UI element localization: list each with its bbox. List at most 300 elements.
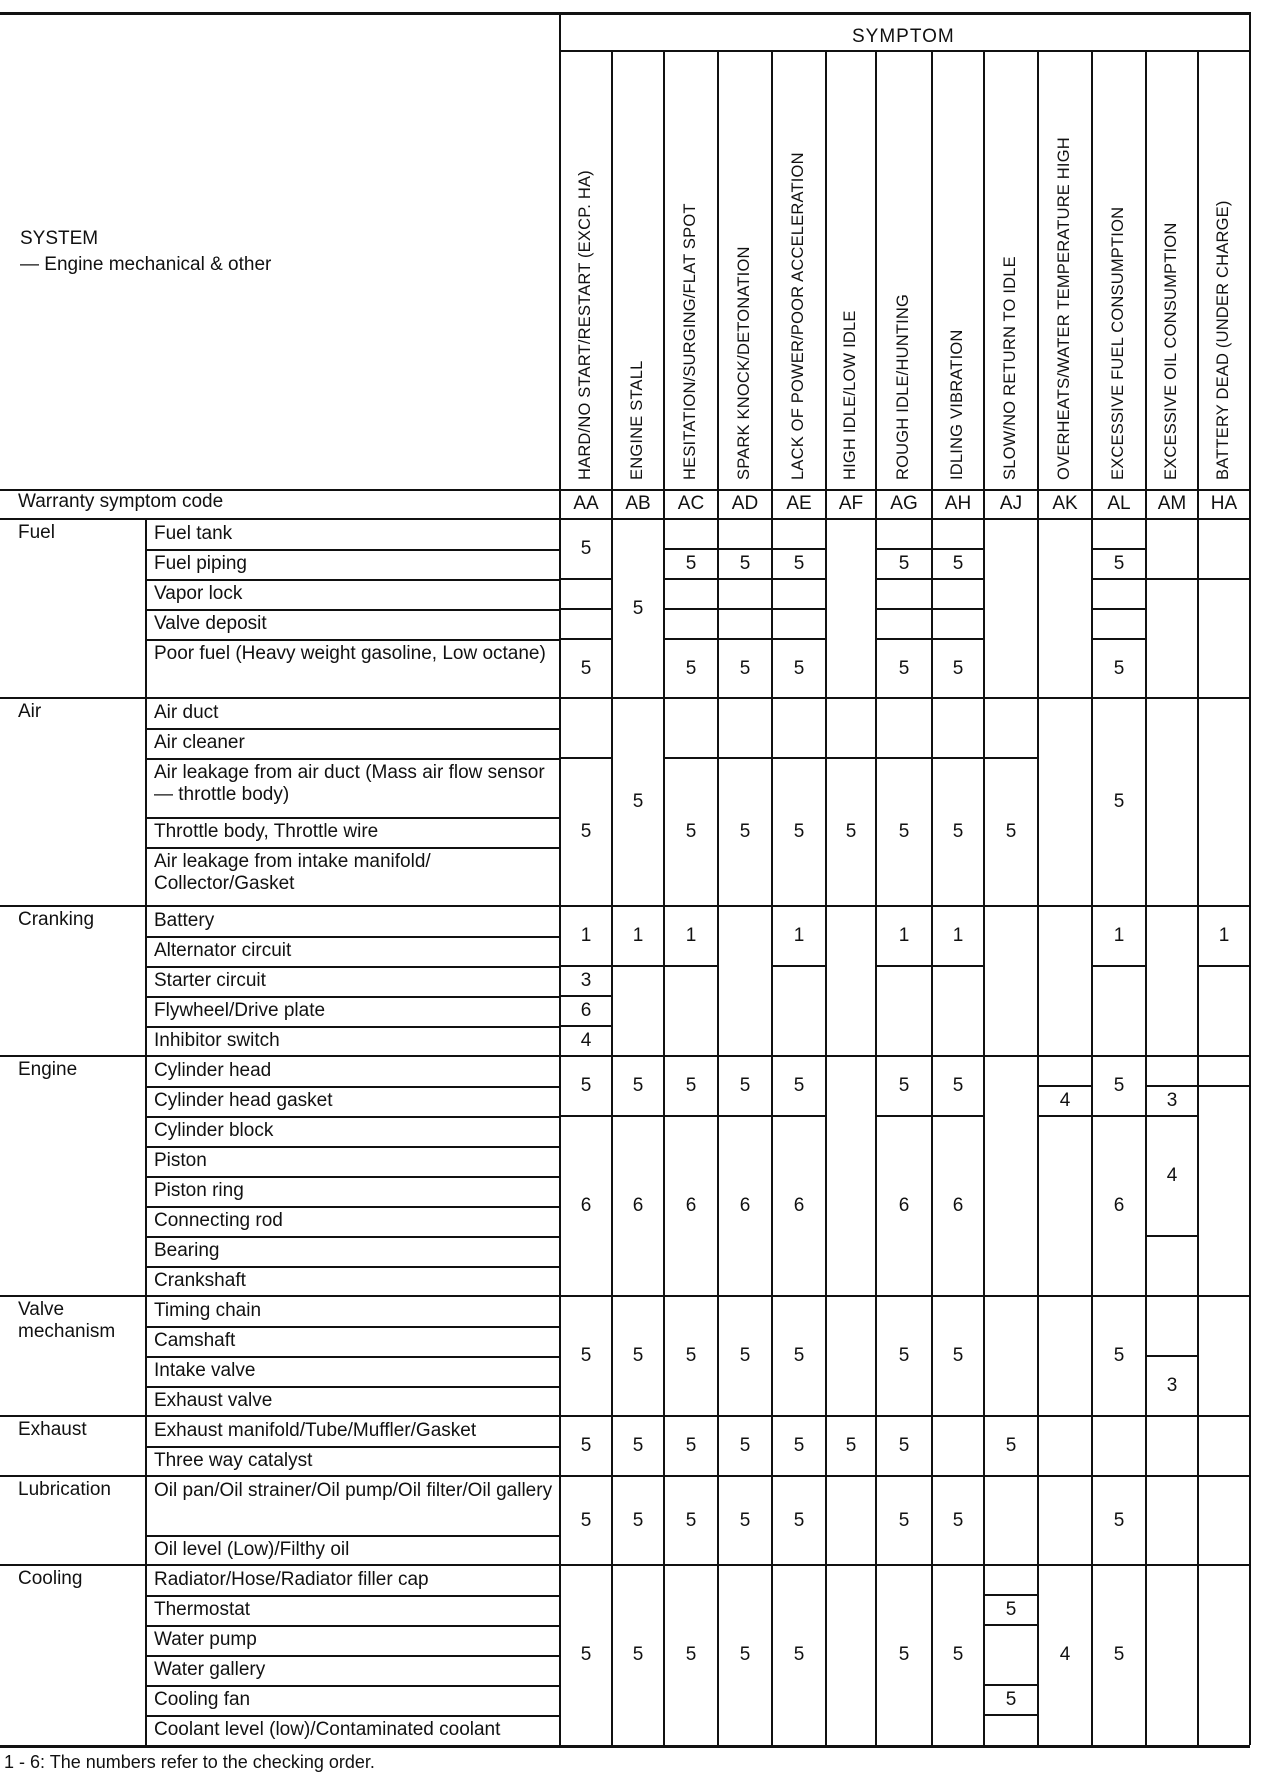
- cell-divider: [772, 1115, 826, 1117]
- cell-divider: [932, 638, 984, 640]
- cell-divider: [718, 905, 772, 907]
- cell-value: 6: [580, 1000, 592, 1021]
- cell-divider: [718, 578, 772, 580]
- cell-divider: [984, 1624, 1038, 1626]
- cell-divider: [984, 905, 1038, 907]
- cell-divider: [876, 1055, 932, 1057]
- cell-divider: [664, 548, 718, 550]
- item-divider: [146, 1625, 560, 1627]
- group-label: Cranking: [18, 909, 95, 930]
- cell-divider: [876, 1415, 932, 1417]
- cell-value: 6: [580, 1195, 592, 1216]
- item-label: Air leakage from intake manifold/ Collector/Gasket: [154, 851, 431, 894]
- cell-divider: [772, 1295, 826, 1297]
- item-label: Alternator circuit: [154, 940, 292, 961]
- cell-value: 1: [685, 925, 697, 946]
- item-divider: [146, 817, 560, 819]
- item-divider: [146, 936, 560, 938]
- cell-value: 5: [898, 1644, 910, 1665]
- item-label: Piston ring: [154, 1180, 244, 1201]
- cell-divider: [1198, 578, 1250, 580]
- cell-value: 5: [793, 1435, 805, 1456]
- item-divider: [146, 1206, 560, 1208]
- symptom-code-aj: AJ: [999, 493, 1023, 514]
- symptom-code-aa: AA: [573, 493, 599, 514]
- group-divider: [145, 1296, 147, 1416]
- cell-divider: [876, 697, 932, 699]
- group-label: Engine: [18, 1059, 78, 1080]
- right-border: [1249, 12, 1251, 1745]
- item-label: Flywheel/Drive plate: [154, 1000, 326, 1021]
- cell-divider: [932, 1055, 984, 1057]
- item-label: Radiator/Hose/Radiator filler cap: [154, 1569, 429, 1590]
- cell-divider: [984, 1415, 1038, 1417]
- cell-value: 5: [685, 1509, 697, 1531]
- top-border: [0, 12, 1250, 15]
- cell-value: 5: [580, 1345, 592, 1366]
- symptom-code-af: AF: [838, 493, 864, 514]
- cell-divider: [932, 965, 984, 967]
- item-label: Starter circuit: [154, 970, 266, 991]
- cell-divider: [826, 697, 876, 699]
- cell-value: 5: [898, 1345, 910, 1366]
- cell-divider: [1092, 1415, 1146, 1417]
- cell-divider: [772, 638, 826, 640]
- cell-value: 1: [898, 925, 910, 946]
- cell-divider: [560, 1295, 612, 1297]
- cell-divider: [664, 1295, 718, 1297]
- cell-value: 4: [1059, 1644, 1071, 1665]
- cell-value: 6: [685, 1195, 697, 1216]
- cell-value: 5: [580, 538, 592, 559]
- cell-value: 5: [685, 1644, 697, 1665]
- cell-value: 5: [632, 1345, 644, 1366]
- cell-divider: [718, 697, 772, 699]
- cell-value: 5: [1113, 791, 1125, 812]
- item-label: Cylinder head: [154, 1060, 272, 1081]
- cell-divider: [1092, 1295, 1146, 1297]
- cell-divider: [772, 965, 826, 967]
- item-divider: [146, 1026, 560, 1028]
- symptom-title: SYMPTOM: [852, 26, 955, 47]
- item-label: Cooling fan: [154, 1689, 251, 1710]
- cell-divider: [664, 638, 718, 640]
- cell-divider: [718, 1115, 772, 1117]
- cell-value: 1: [793, 925, 805, 946]
- cell-divider: [560, 578, 612, 580]
- cell-value: 6: [739, 1195, 751, 1216]
- cell-divider: [932, 697, 984, 699]
- symptom-header-ac: HESITATION/SURGING/FLAT SPOT: [681, 203, 699, 480]
- cell-divider: [876, 1475, 932, 1477]
- item-label: Thermostat: [154, 1599, 251, 1620]
- symptom-header-aj: SLOW/NO RETURN TO IDLE: [1001, 256, 1019, 480]
- symptom-header-ab: ENGINE STALL: [628, 360, 646, 480]
- bottom-border: [0, 1745, 1250, 1748]
- cell-divider: [664, 1475, 718, 1477]
- cell-divider: [1146, 1055, 1198, 1057]
- cell-divider: [664, 965, 718, 967]
- cell-divider: [560, 1475, 612, 1477]
- symptom-header-ae: LACK OF POWER/POOR ACCELERATION: [789, 152, 807, 480]
- cell-divider: [932, 757, 984, 759]
- group-divider: [145, 519, 147, 698]
- item-divider: [146, 1116, 560, 1118]
- item-divider: [146, 1326, 560, 1328]
- cell-divider: [560, 905, 612, 907]
- cell-divider: [876, 905, 932, 907]
- cell-value: 5: [1113, 1345, 1125, 1366]
- group-divider: [145, 1416, 147, 1476]
- cell-divider: [612, 1475, 664, 1477]
- cell-divider: [826, 1475, 876, 1477]
- cell-divider: [560, 1115, 612, 1117]
- cell-divider: [984, 757, 1038, 759]
- cell-divider: [718, 608, 772, 610]
- cell-value: 5: [898, 657, 910, 679]
- group-divider: [145, 1056, 147, 1296]
- cell-divider: [718, 548, 772, 550]
- item-divider: [146, 1685, 560, 1687]
- cell-divider: [772, 1055, 826, 1057]
- cell-divider: [772, 1475, 826, 1477]
- cell-divider: [664, 578, 718, 580]
- item-divider: [146, 847, 560, 849]
- cell-value: 5: [793, 1075, 805, 1096]
- column-divider: [1037, 50, 1039, 1745]
- group-divider: [145, 1476, 147, 1565]
- cell-value: 1: [632, 925, 644, 946]
- symptom-header-am: EXCESSIVE OIL CONSUMPTION: [1162, 222, 1180, 480]
- group-divider: [145, 1565, 147, 1745]
- item-label: Exhaust valve: [154, 1390, 273, 1411]
- item-divider: [146, 966, 560, 968]
- cell-divider: [1092, 608, 1146, 610]
- cell-value: 5: [685, 821, 697, 842]
- footnote: 1 - 6: The numbers refer to the checking order.: [4, 1752, 375, 1772]
- cell-divider: [1198, 965, 1250, 967]
- symptom-code-ak: AK: [1052, 493, 1078, 514]
- item-divider: [146, 609, 560, 611]
- column-divider: [983, 50, 985, 1745]
- cell-divider: [1198, 905, 1250, 907]
- cell-divider: [772, 548, 826, 550]
- cell-value: 5: [685, 1075, 697, 1096]
- symptom-code-ac: AC: [677, 493, 705, 514]
- cell-value: 5: [739, 1075, 751, 1096]
- cell-value: 5: [793, 553, 805, 574]
- symptom-header-af: HIGH IDLE/LOW IDLE: [841, 310, 859, 480]
- cell-value: 4: [1059, 1090, 1071, 1111]
- cell-value: 5: [632, 597, 644, 619]
- cell-value: 5: [793, 657, 805, 679]
- symptom-header-ad: SPARK KNOCK/DETONATION: [735, 246, 753, 480]
- cell-value: 5: [580, 657, 592, 679]
- cell-divider: [932, 1115, 984, 1117]
- cell-divider: [1146, 1085, 1198, 1087]
- cell-value: 5: [580, 1435, 592, 1456]
- cell-divider: [612, 1564, 664, 1566]
- item-divider: [146, 549, 560, 551]
- cell-value: 6: [898, 1195, 910, 1216]
- symptom-header-aa: HARD/NO START/RESTART (EXCP. HA): [576, 170, 594, 480]
- item-label: Valve deposit: [154, 613, 267, 634]
- cell-value: 3: [1166, 1375, 1178, 1396]
- cell-divider: [718, 1415, 772, 1417]
- item-divider: [146, 1146, 560, 1148]
- column-divider: [825, 50, 827, 1745]
- cell-divider: [664, 1055, 718, 1057]
- column-divider: [1091, 50, 1093, 1745]
- cell-value: 5: [632, 1644, 644, 1665]
- item-label: Connecting rod: [154, 1210, 283, 1231]
- cell-divider: [1146, 1415, 1198, 1417]
- cell-divider: [1146, 1235, 1198, 1237]
- item-label: Piston: [154, 1150, 207, 1171]
- item-divider: [146, 579, 560, 581]
- item-label: Cylinder block: [154, 1120, 274, 1141]
- cell-value: 5: [580, 1644, 592, 1665]
- item-divider: [146, 1086, 560, 1088]
- item-label: Coolant level (low)/Contaminated coolant: [154, 1719, 501, 1740]
- column-divider: [611, 50, 613, 1745]
- cell-value: 5: [685, 1435, 697, 1456]
- cell-divider: [1038, 1085, 1092, 1087]
- item-label: Fuel tank: [154, 523, 233, 544]
- cell-value: 5: [793, 821, 805, 842]
- cell-divider: [664, 697, 718, 699]
- symptom-code-al: AL: [1107, 493, 1131, 514]
- cell-divider: [560, 697, 612, 699]
- symptom-header-ak: OVERHEATS/WATER TEMPERATURE HIGH: [1055, 137, 1073, 480]
- cell-divider: [718, 1475, 772, 1477]
- cell-divider: [984, 1594, 1038, 1596]
- item-divider: [146, 1266, 560, 1268]
- item-label: Poor fuel (Heavy weight gasoline, Low octane): [154, 643, 546, 664]
- cell-divider: [1146, 578, 1198, 580]
- cell-value: 5: [1113, 657, 1125, 679]
- header-divider: [559, 12, 561, 1745]
- cell-value: 1: [1113, 925, 1125, 946]
- column-divider: [717, 50, 719, 1745]
- symptom-code-ag: AG: [890, 493, 918, 514]
- cell-divider: [772, 697, 826, 699]
- item-divider: [146, 1176, 560, 1178]
- cell-divider: [772, 608, 826, 610]
- item-divider: [146, 1535, 560, 1537]
- cell-divider: [664, 1115, 718, 1117]
- item-divider: [146, 1655, 560, 1657]
- item-label: Bearing: [154, 1240, 220, 1261]
- cell-divider: [876, 1295, 932, 1297]
- cell-divider: [772, 578, 826, 580]
- cell-divider: [718, 1055, 772, 1057]
- cell-divider: [612, 965, 664, 967]
- cell-divider: [664, 905, 718, 907]
- cell-value: 4: [1166, 1165, 1178, 1186]
- cell-value: 5: [632, 1435, 644, 1456]
- system-title: SYSTEM: [20, 228, 99, 249]
- cell-value: 5: [739, 821, 751, 842]
- item-divider: [146, 996, 560, 998]
- cell-value: 5: [952, 1644, 964, 1665]
- cell-value: 5: [1005, 1599, 1017, 1620]
- cell-value: 6: [1113, 1195, 1125, 1216]
- symptom-header-ag: ROUGH IDLE/HUNTING: [894, 293, 912, 480]
- cell-value: 5: [952, 1509, 964, 1531]
- cell-divider: [1092, 548, 1146, 550]
- item-label: Air leakage from air duct (Mass air flow sensor — throttle body): [154, 762, 545, 805]
- cell-value: 5: [580, 1509, 592, 1531]
- cell-value: 5: [632, 1509, 644, 1531]
- cell-value: 6: [952, 1195, 964, 1216]
- cell-divider: [826, 1415, 876, 1417]
- cell-value: 5: [898, 1509, 910, 1531]
- cell-divider: [718, 1295, 772, 1297]
- cell-value: 5: [632, 791, 644, 812]
- cell-divider: [664, 757, 718, 759]
- cell-divider: [984, 697, 1038, 699]
- item-divider: [146, 1446, 560, 1448]
- cell-divider: [664, 1415, 718, 1417]
- cell-divider: [1092, 965, 1146, 967]
- item-label: Throttle body, Throttle wire: [154, 821, 379, 842]
- cell-value: 5: [580, 1075, 592, 1096]
- group-label: Valve mechanism: [18, 1299, 116, 1342]
- cell-divider: [772, 905, 826, 907]
- item-label: Cylinder head gasket: [154, 1090, 333, 1111]
- cell-value: 5: [898, 553, 910, 574]
- cell-divider: [612, 1115, 664, 1117]
- system-subtitle: — Engine mechanical & other: [20, 254, 272, 275]
- group-divider: [145, 906, 147, 1056]
- code-row-top: [0, 489, 1250, 491]
- cell-value: 5: [739, 1435, 751, 1456]
- cell-divider: [664, 1564, 718, 1566]
- cell-divider: [560, 1055, 612, 1057]
- cell-value: 5: [1113, 553, 1125, 574]
- group-label: Lubrication: [18, 1479, 111, 1500]
- cell-divider: [612, 1415, 664, 1417]
- cell-divider: [932, 548, 984, 550]
- cell-divider: [612, 1295, 664, 1297]
- cell-value: 5: [580, 821, 592, 842]
- cell-value: 5: [1005, 1689, 1017, 1710]
- cell-divider: [1092, 905, 1146, 907]
- group-divider: [145, 698, 147, 906]
- cell-divider: [932, 1415, 984, 1417]
- cell-divider: [1092, 1475, 1146, 1477]
- cell-divider: [560, 1415, 612, 1417]
- cell-value: 5: [1005, 1435, 1017, 1456]
- cell-divider: [560, 965, 612, 967]
- cell-value: 5: [739, 1345, 751, 1366]
- cell-divider: [1092, 1564, 1146, 1566]
- column-divider: [931, 50, 933, 1745]
- cell-value: 5: [845, 1435, 857, 1456]
- cell-value: 6: [793, 1195, 805, 1216]
- cell-divider: [1092, 1115, 1146, 1117]
- cell-divider: [560, 995, 612, 997]
- item-divider: [146, 1595, 560, 1597]
- cell-divider: [612, 697, 664, 699]
- symptom-code-am: AM: [1157, 493, 1187, 514]
- cell-divider: [560, 1025, 612, 1027]
- item-label: Fuel piping: [154, 553, 247, 574]
- cell-divider: [932, 1475, 984, 1477]
- item-divider: [146, 1356, 560, 1358]
- group-label: Fuel: [18, 522, 55, 543]
- cell-value: 5: [898, 1435, 910, 1456]
- cell-divider: [718, 757, 772, 759]
- cell-value: 4: [580, 1030, 592, 1051]
- cell-divider: [718, 1564, 772, 1566]
- cell-divider: [826, 757, 876, 759]
- cell-value: 5: [952, 657, 964, 679]
- cell-value: 5: [1113, 1644, 1125, 1665]
- item-label: Camshaft: [154, 1330, 236, 1351]
- symptom-code-ad: AD: [731, 493, 759, 514]
- cell-value: 1: [580, 925, 592, 946]
- item-divider: [146, 1236, 560, 1238]
- cell-divider: [1198, 1085, 1250, 1087]
- cell-value: 6: [632, 1195, 644, 1216]
- cell-value: 5: [1005, 821, 1017, 842]
- item-label: Inhibitor switch: [154, 1030, 280, 1051]
- cell-value: 1: [952, 925, 964, 946]
- warranty-code-label: Warranty symptom code: [18, 491, 224, 512]
- cell-value: 5: [898, 1075, 910, 1096]
- cell-divider: [560, 1564, 612, 1566]
- cell-value: 5: [898, 821, 910, 842]
- cell-divider: [876, 757, 932, 759]
- cell-divider: [1146, 1115, 1198, 1117]
- symptom-code-ab: AB: [625, 493, 651, 514]
- cell-value: 5: [632, 1075, 644, 1096]
- cell-value: 5: [793, 1644, 805, 1665]
- item-label: Intake valve: [154, 1360, 256, 1381]
- cell-value: 3: [1166, 1090, 1178, 1111]
- item-label: Air duct: [154, 702, 219, 723]
- cell-value: 5: [952, 1345, 964, 1366]
- cell-divider: [876, 965, 932, 967]
- cell-divider: [876, 638, 932, 640]
- symptom-code-ah: AH: [944, 493, 972, 514]
- item-label: Crankshaft: [154, 1270, 246, 1291]
- symptom-header-al: EXCESSIVE FUEL CONSUMPTION: [1109, 206, 1127, 480]
- cell-divider: [826, 905, 876, 907]
- symptom-header-ha: BATTERY DEAD (UNDER CHARGE): [1214, 200, 1232, 480]
- group-label: Exhaust: [18, 1419, 87, 1440]
- cell-divider: [876, 548, 932, 550]
- cell-divider: [876, 1564, 932, 1566]
- group-label: Air: [18, 701, 42, 722]
- item-label: Three way catalyst: [154, 1450, 313, 1471]
- cell-divider: [772, 1564, 826, 1566]
- cell-value: 5: [739, 1644, 751, 1665]
- item-divider: [146, 1715, 560, 1717]
- cell-divider: [932, 578, 984, 580]
- cell-divider: [560, 757, 612, 759]
- cell-value: 5: [793, 1345, 805, 1366]
- item-label: Exhaust manifold/Tube/Muffler/Gasket: [154, 1420, 477, 1441]
- cell-divider: [772, 1415, 826, 1417]
- cell-divider: [1092, 638, 1146, 640]
- cell-divider: [932, 608, 984, 610]
- symptom-header-ah: IDLING VIBRATION: [948, 329, 966, 480]
- item-divider: [146, 1386, 560, 1388]
- cell-divider: [772, 757, 826, 759]
